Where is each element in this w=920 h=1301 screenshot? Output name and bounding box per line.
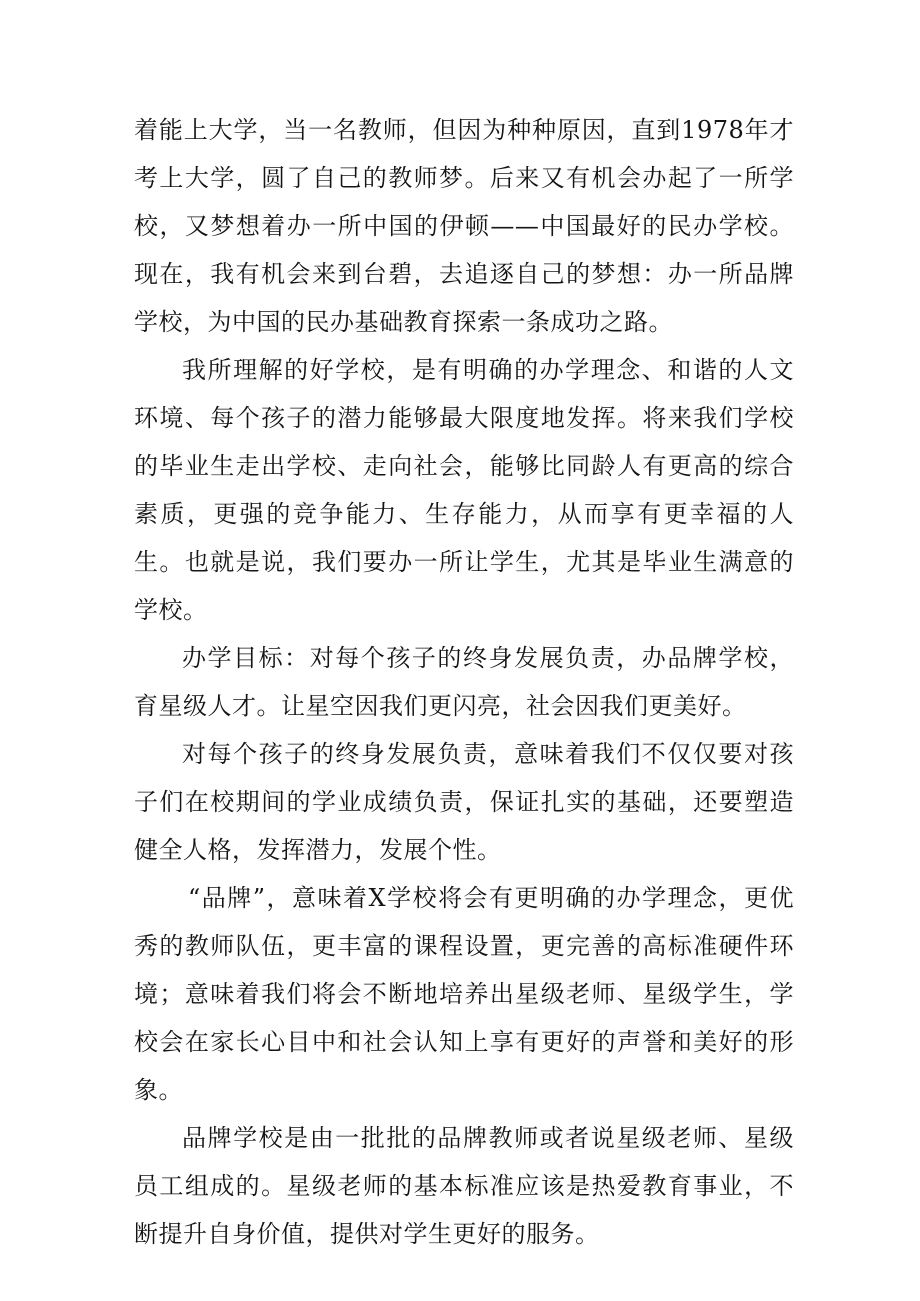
paragraph-lifelong-development: 对每个孩子的终身发展负责，意味着我们不仅仅要对孩子们在校期间的学业成绩负责，保证扎实的基础，还要塑造健全人格，发挥潜力，发展个性。 [134, 740, 794, 864]
paragraph-brand-school: 品牌学校是由一批批的品牌教师或者说星级老师、星级员工组成的。星级老师的基本标准应该是热爱教育事业，不断提升自身价值，提供对学生更好的服务。 [134, 1124, 794, 1248]
paragraph-brand: “品牌”，意味着X学校将会有更明确的办学理念，更优秀的教师队伍，更丰富的课程设置，更完善的高标准硬件环境；意味着我们将会不断地培养出星级老师、星级学生，学校会在家长心目中和社会认知上享有更好的声誉和美好的形象。 [134, 884, 794, 1104]
paragraph-good-school: 我所理解的好学校，是有明确的办学理念、和谐的人文环境、每个孩子的潜力能够最大限度地发挥。将来我们学校的毕业生走出学校、走向社会，能够比同龄人有更高的综合素质，更强的竞争能力、生存能力，从而享有更幸福的人生。也就是说，我们要办一所让学生，尤其是毕业生满意的学校。 [134, 356, 794, 624]
paragraph-continuation: 着能上大学，当一名教师，但因为种种原因，直到1978年才考上大学，圆了自己的教师梦。后来又有机会办起了一所学校，又梦想着办一所中国的伊顿——中国最好的民办学校。现在，我有机会来到台碧，去追逐自己的梦想：办一所品牌学校，为中国的民办基础教育探索一条成功之路。 [134, 116, 794, 336]
paragraph-school-goal: 办学目标：对每个孩子的终身发展负责，办品牌学校，育星级人才。让星空因我们更闪亮，社会因我们更美好。 [134, 644, 794, 720]
document-body [134, 106, 794, 1258]
